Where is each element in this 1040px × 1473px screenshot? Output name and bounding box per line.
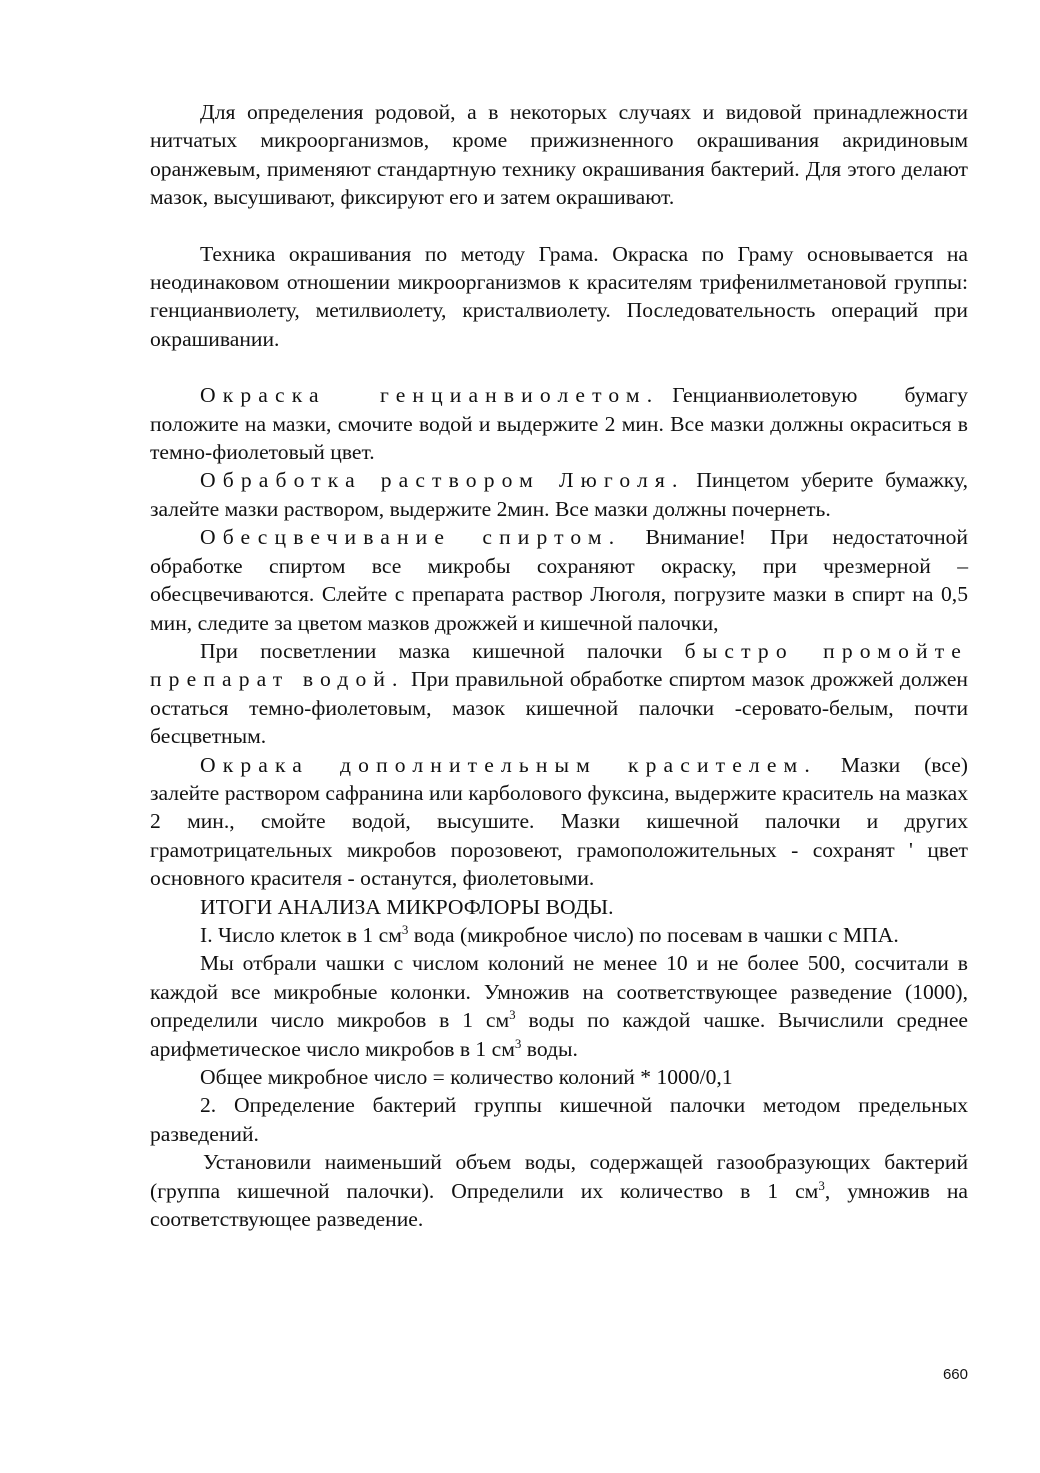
paragraph-conclusion: Установили наименьший объем воды, содержащей газообразующих бактерий (группа кишечной палочки). Определили их количество в 1 $см^3$, умножив на соответствующее разведение.: [150, 1150, 969, 1232]
step-title-lugol: Обработка раствором Люголя.: [200, 468, 685, 493]
paragraph-step-counterstain: Окрака дополнительным красителем. Мазки (все) залейте раствором сафранина или карболового фуксина, выдержите краситель на мазках 2 мин., смойте водой, высушите. Мазки кишечной палочки и других грамотрицательных микробов порозовеют, грамоположительных - сохранят ' цвет основного красителя - останутся, фиолетовыми.: [150, 752, 968, 891]
paragraph-step-lugol: Обработка раствором Люголя. Пинцетом уберите бумажку, залейте мазки раствором, выдержите 2мин. Все мазки должны почернеть.: [150, 468, 968, 521]
paragraph-gram-technique: Техника окрашивания по методу Грама. Окраска по Граму основывается на неодинаковом отношении микроорганизмов к красителям трифенилметановой группы: генцианвиолету, метилвиолету, кристалвиолету. Последовательность операций при окрашивании.: [150, 241, 968, 351]
paragraph-colony-count: Мы отбрали чашки с числом колоний не менее 10 и не более 500, сосчитали в каждой все микробные колонки. Умножив на соответствующее разведение (1000), определили число микробов в 1 $см^3$ воды по каждой чашке. Вычислили среднее арифметическое число микробов в 1 $см^3$ воды.: [150, 951, 968, 1061]
list-item-coliform: 2. Определение бактерий группы кишечной палочки методом предельных разведений.: [150, 1093, 968, 1146]
step-title-gentian: Окраска генцианвиолетом.: [200, 383, 660, 408]
spaced-rinse-text: быстро промойте препарат водой.: [150, 638, 968, 692]
paragraph-intro: Для определения родовой, а в некоторых случаях и видовой принадлежности нитчатых микроорганизмов, кроме прижизненного окрашивания акридиновым оранжевым, применяют стандартную технику окрашивания бактерий. Для этого делают мазок, высушивают, фиксируют его и затем окрашивают.: [150, 100, 968, 210]
page-body: [150, 98, 968, 1233]
step-title-counterstain: Окрака дополнительным красителем.: [200, 752, 817, 777]
section-heading: ИТОГИ АНАЛИЗА МИКРОФЛОРЫ ВОДЫ.: [200, 894, 614, 919]
paragraph-rinse: При посветлении мазка кишечной палочки быстро промойте препарат водой. При правильной обработке спиртом мазок дрожжей должен остаться темно-фиолетовым, мазок кишечной палочки -серовато-белым, почти бесцветным.: [150, 638, 968, 749]
list-item-microbial-count: I. Число клеток в 1 $см^3$ вода (микробное число) по посевам в чашки с МПА.: [200, 921, 899, 947]
paragraph-step-gentian: Окраска генцианвиолетом. Генцианвиолетовую бумагу положите на мазки, смочите водой и выдержите 2 мин. Все мазки должны окраситься в темно-фиолетовый цвет.: [150, 383, 968, 465]
formula-line: Общее микробное число = количество колоний * 1000/0,1: [200, 1065, 733, 1089]
paragraph-step-alcohol: Обесцвечивание спиртом. Внимание! При недостаточной обработке спиртом все микробы сохраняют окраску, при чрезмерной – обесцвечиваются. Слейте с препарата раствор Люголя, погрузите мазки в спирт на 0,5 мин, следите за цветом мазков дрожжей и кишечной палочки,: [150, 525, 968, 635]
page-number: 660: [942, 1366, 968, 1383]
step-title-alcohol: Обесцвечивание спиртом.: [200, 525, 622, 550]
